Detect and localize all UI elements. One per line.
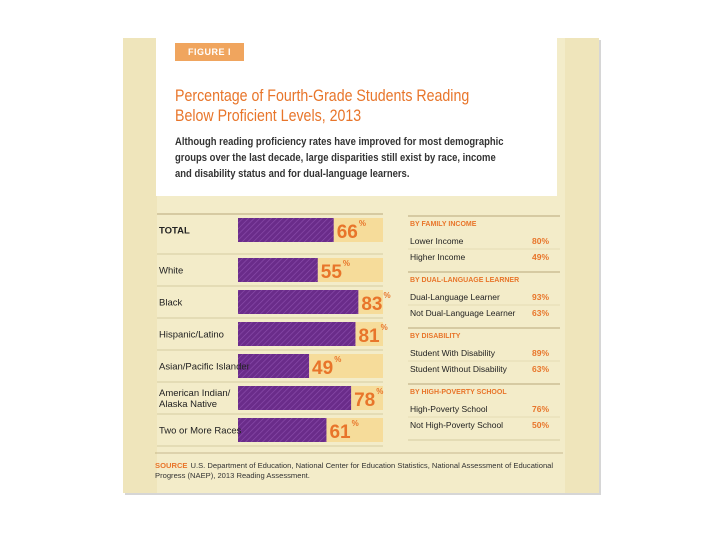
bar	[238, 258, 318, 282]
group-row-value: 63%	[531, 308, 549, 318]
bar-unit-label: %	[383, 291, 391, 300]
source-label: SOURCE	[155, 461, 188, 470]
group-row-label: Lower Income	[410, 236, 464, 246]
category-label: Asian/Pacific Islander	[159, 361, 250, 373]
bar	[238, 218, 334, 242]
bar-value-label: 49	[312, 358, 334, 379]
group-heading: BY HIGH-POVERTY SCHOOL	[410, 389, 507, 396]
chart-subtitle-line: Although reading proficiency rates have improved for most demographic	[175, 136, 504, 148]
source-text: U.S. Department of Education, National Center for Education Statistics, National Assessment of Educational Progress (NAEP), 2013 Reading Assessment.	[155, 461, 554, 480]
bar-value-label: 83	[361, 294, 383, 315]
bar	[238, 418, 326, 442]
group-row-label: Higher Income	[410, 252, 466, 262]
bar-value-label: 78	[354, 390, 376, 411]
group-row-label: Not Dual-Language Learner	[410, 308, 516, 318]
group-row-label: High-Poverty School	[410, 404, 488, 414]
group-row-label: Student Without Disability	[410, 364, 507, 374]
bar-chart	[123, 38, 599, 493]
source-note	[155, 461, 575, 481]
group-heading: BY DISABILITY	[410, 333, 461, 340]
bar-unit-label: %	[351, 419, 359, 428]
bar	[238, 322, 355, 346]
bar-unit-label: %	[334, 355, 342, 364]
group-row-value: 80%	[531, 236, 549, 246]
category-label: Alaska Native	[159, 399, 218, 410]
group-row-value: 49%	[531, 252, 549, 262]
group-heading: BY FAMILY INCOME	[410, 221, 477, 228]
category-label: Black	[159, 297, 183, 309]
chart-subtitle-line: and disability status and for dual-language learners.	[175, 168, 410, 180]
bar-unit-label: %	[358, 219, 366, 228]
bar-value-label: 66	[336, 222, 358, 243]
group-heading: BY DUAL-LANGUAGE LEARNER	[410, 277, 520, 284]
chart-subtitle-line: groups over the last decade, large disparities still exist by race, income	[175, 152, 496, 164]
bar-value-label: 81	[358, 326, 380, 347]
bar-unit-label: %	[380, 323, 388, 332]
category-label: TOTAL	[159, 225, 190, 237]
group-row-value: 93%	[531, 292, 549, 302]
group-row-value: 76%	[531, 404, 549, 414]
group-row-value: 63%	[531, 364, 549, 374]
figure-label: FIGURE I	[175, 43, 244, 61]
group-row-value: 50%	[531, 420, 549, 430]
category-label: Hispanic/Latino	[159, 329, 224, 341]
bar-value-label: 55	[320, 262, 342, 283]
group-row-label: Student With Disability	[410, 348, 496, 358]
group-row-label: Not High-Poverty School	[410, 420, 504, 430]
chart-title-line: Percentage of Fourth-Grade Students Reading	[175, 87, 470, 105]
group-row-label: Dual-Language Learner	[410, 292, 500, 302]
category-label: American Indian/	[159, 388, 231, 399]
group-row-value: 89%	[531, 348, 549, 358]
category-label: Two or More Races	[159, 425, 242, 437]
bar-unit-label: %	[376, 387, 384, 396]
bar-unit-label: %	[342, 259, 351, 268]
chart-title-line: Below Proficient Levels, 2013	[175, 107, 362, 125]
figure-card	[123, 38, 599, 493]
bar	[238, 386, 351, 410]
category-label: White	[159, 265, 184, 277]
bar	[238, 290, 358, 314]
bar-value-label: 61	[329, 422, 351, 443]
